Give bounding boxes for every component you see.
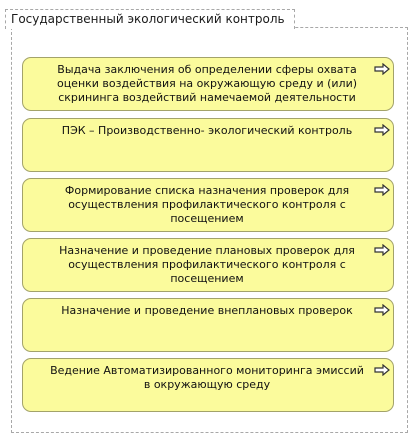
process-node-planned-inspections[interactable] <box>22 238 394 292</box>
process-node-scope-conclusion[interactable] <box>22 57 394 111</box>
process-node-emission-monitoring[interactable] <box>22 358 394 412</box>
arrow-right-icon <box>374 364 390 376</box>
node-label: Выдача заключения об определении сферы охвата оценки воздействия на окружающую среду и (или) скрининга воздействий намечаемой деятельности <box>56 63 358 104</box>
arrow-right-icon <box>374 304 390 316</box>
arrow-right-icon <box>374 124 390 136</box>
process-node-inspection-list[interactable] <box>22 178 394 232</box>
node-label: ПЭК – Производственно- экологический контроль <box>61 124 353 137</box>
node-label: Назначение и проведение плановых проверок для осуществления профилактического контроля с посещением <box>59 244 355 285</box>
group-title: Государственный экологический контроль <box>11 12 285 26</box>
process-node-pek[interactable] <box>22 118 394 172</box>
node-label: Ведение Автоматизированного мониторинга эмиссий в окружающую среду <box>50 364 364 391</box>
arrow-right-icon <box>374 63 390 75</box>
node-label: Формирование списка назначения проверок для осуществления профилактического контроля с посещением <box>64 184 350 225</box>
node-label: Назначение и проведение внеплановых проверок <box>61 304 353 317</box>
process-node-unscheduled-inspections[interactable] <box>22 298 394 352</box>
arrow-right-icon <box>374 184 390 196</box>
arrow-right-icon <box>374 244 390 256</box>
